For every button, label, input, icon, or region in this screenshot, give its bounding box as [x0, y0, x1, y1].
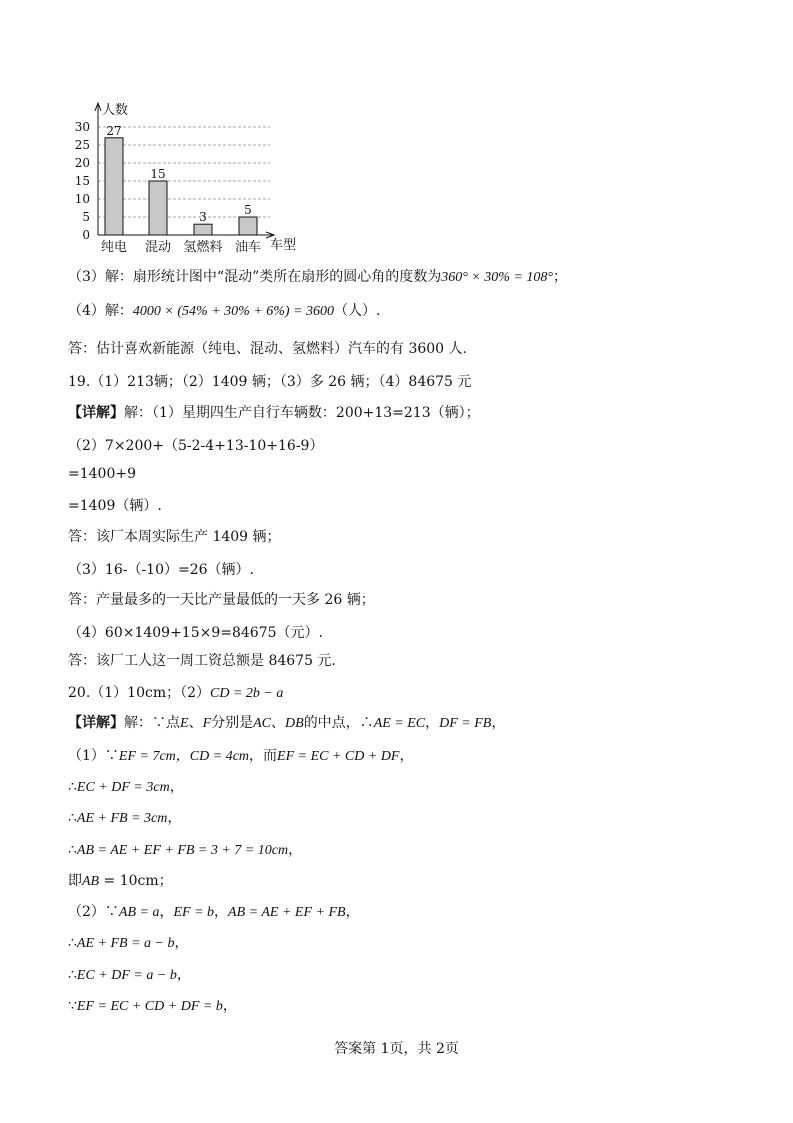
math-expression: AE + FB = 3cm	[76, 811, 168, 826]
text-span: 【详解】	[68, 405, 124, 421]
data-label: 15	[150, 167, 166, 181]
text-line	[68, 561, 254, 579]
text-span: （4）60×1409+15×9=84675（元）.	[68, 625, 323, 641]
text-span: 的中点，∴	[303, 715, 374, 731]
math-expression: EF = 7cm，CD = 4cm	[118, 749, 250, 764]
data-label: 27	[106, 123, 122, 138]
text-span: （人）.	[334, 303, 381, 319]
math-expression: EF = b	[173, 905, 215, 920]
text-span: 答：该厂工人这一周工资总额是 84675 元.	[68, 653, 336, 669]
text-span: （3）解：扇形统计图中“混动”类所在扇形的圆心角的度数为	[68, 269, 442, 285]
math-expression: AB = a	[118, 905, 160, 920]
text-line	[68, 528, 281, 546]
math-expression: EC + DF = 3cm	[76, 780, 170, 795]
text-line	[68, 714, 505, 733]
text-span: ∴	[68, 842, 77, 858]
text-line	[68, 684, 283, 703]
text-line	[68, 437, 323, 455]
math-expression: CD = 2b − a	[210, 686, 284, 701]
text-span: 19.（1）213辆；（2）1409 辆；（3）多 26 辆；（4）84675 元	[68, 374, 472, 390]
math-expression: AE + FB = a − b	[76, 936, 175, 951]
text-span: ∴	[68, 779, 77, 795]
y-axis-title: 人数	[102, 103, 129, 118]
text-span: 答：该厂本周实际生产 1409 辆；	[68, 529, 281, 545]
bar-chart	[60, 95, 310, 260]
data-label: 5	[244, 203, 252, 217]
text-span: ，	[174, 935, 189, 951]
bar	[105, 138, 123, 235]
text-line	[68, 966, 191, 985]
data-label: 3	[199, 210, 207, 225]
math-expression: AE = EC	[373, 716, 426, 731]
text-span: 答：估计喜欢新能源（纯电、混动、氢燃料）汽车的有 3600 人.	[68, 341, 467, 357]
y-tick-label: 5	[82, 210, 90, 224]
math-expression: AC	[253, 716, 272, 731]
text-span: ，	[159, 904, 174, 920]
text-span: 分别是	[211, 715, 254, 731]
y-tick-label: 25	[74, 138, 90, 152]
math-expression: 360° × 30% = 108°	[441, 270, 553, 285]
text-span: 答：产量最多的一天比产量最低的一天多 26 辆；	[68, 592, 375, 608]
text-span: 【详解】	[68, 715, 124, 731]
text-span: ，	[167, 810, 182, 826]
text-span: ∵	[68, 998, 77, 1014]
text-span: （1）∵	[68, 748, 119, 764]
text-line	[68, 903, 360, 922]
y-tick-label: 0	[82, 228, 90, 242]
text-span: =1409（辆）.	[68, 498, 162, 514]
y-tick-label: 30	[74, 120, 90, 134]
text-span: ∴	[68, 967, 77, 983]
text-line	[68, 340, 467, 358]
text-line	[68, 934, 188, 953]
bar	[149, 181, 167, 235]
text-span: （2）∵	[68, 904, 119, 920]
math-expression: EC + DF = a − b	[76, 968, 177, 983]
text-span: （3）16-（-10）=26（辆）.	[68, 562, 254, 578]
text-line	[68, 302, 380, 321]
text-line	[68, 652, 336, 670]
text-line	[68, 465, 136, 483]
text-span: 、	[188, 715, 203, 731]
y-tick-label: 15	[74, 174, 90, 188]
text-span: 解：∵点	[124, 715, 180, 731]
text-span: ，	[288, 842, 303, 858]
math-expression: 4000 × (54% + 30% + 6%) = 3600	[132, 304, 335, 319]
x-tick-label: 油车	[234, 240, 262, 255]
text-line	[68, 404, 480, 422]
x-tick-label: 纯电	[100, 240, 128, 255]
text-line	[68, 872, 173, 891]
text-line	[68, 497, 162, 515]
math-expression: EF = EC + CD + DF	[277, 749, 400, 764]
text-line	[68, 809, 181, 828]
bar	[239, 217, 257, 235]
text-span: ，	[491, 715, 506, 731]
x-tick-label: 混动	[144, 240, 172, 255]
x-axis-title: 车型	[270, 238, 297, 253]
text-span: ，	[169, 779, 184, 795]
text-span: ∴	[68, 935, 77, 951]
text-span: ，而	[249, 748, 278, 764]
math-expression: EF = EC + CD + DF = b	[76, 999, 223, 1014]
text-span: ，	[425, 715, 440, 731]
text-span: 解：（1）星期四生产自行车辆数：200+13=213（辆）；	[124, 405, 480, 421]
text-span: 即	[68, 873, 82, 889]
text-span: ，	[222, 998, 237, 1014]
page-footer: 答案第 1页，共 2页	[334, 1041, 459, 1057]
math-expression: AB	[82, 874, 100, 889]
math-expression: AB = AE + EF + FB	[228, 905, 346, 920]
text-line	[68, 747, 413, 766]
math-expression: DB	[285, 716, 304, 731]
math-expression: F	[202, 716, 212, 731]
text-line	[68, 778, 184, 797]
text-line	[68, 841, 302, 860]
text-line	[68, 624, 323, 642]
text-span: ，	[214, 904, 229, 920]
math-expression: DF = FB	[439, 716, 492, 731]
text-span: ，	[345, 904, 360, 920]
text-span: ∴	[68, 810, 77, 826]
text-span: 20.（1）10cm；（2）	[68, 685, 211, 701]
text-span: ，	[176, 967, 191, 983]
bar	[194, 224, 212, 235]
y-tick-label: 10	[74, 192, 90, 206]
text-span: ，	[399, 748, 414, 764]
y-tick-label: 20	[74, 156, 90, 170]
text-line	[68, 591, 375, 609]
x-tick-label: 氢燃料	[183, 240, 223, 255]
text-line	[68, 373, 471, 391]
text-span: 、	[271, 715, 286, 731]
math-expression: AB = AE + EF + FB = 3 + 7 = 10cm	[76, 843, 289, 858]
text-span: （4）解：	[68, 303, 133, 319]
text-span: （2）7×200+（5-2-4+13-10+16-9）	[68, 438, 324, 454]
math-expression: E	[180, 716, 189, 731]
text-span: =1400+9	[68, 466, 136, 482]
text-span: = 10cm；	[99, 873, 173, 889]
text-span: ；	[553, 269, 567, 285]
text-line	[68, 268, 567, 287]
text-line	[68, 997, 237, 1016]
